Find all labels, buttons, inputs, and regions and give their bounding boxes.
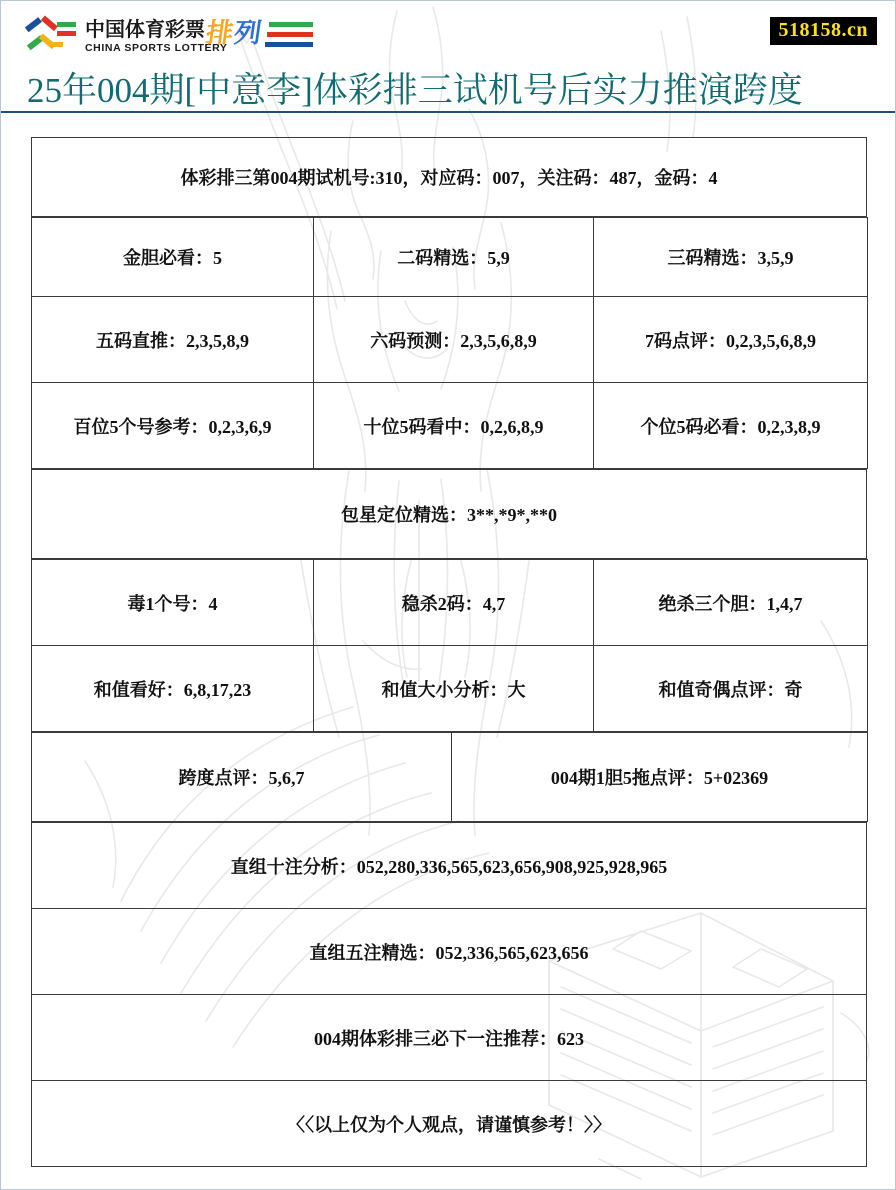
table-row (32, 733, 868, 822)
china-sports-lottery-logo (23, 14, 323, 60)
cell-sum-parity: 和值奇偶点评：奇 (594, 646, 868, 732)
table-row (32, 297, 868, 383)
cell-two-code: 二码精选：5,9 (314, 218, 594, 297)
table-row (32, 995, 867, 1081)
table-row (32, 909, 867, 995)
cell-positional-pick: 包星定位精选：3**,*9*,**0 (32, 470, 867, 559)
svg-text:排: 排 (204, 17, 236, 48)
cell-dan-tuo: 004期1胆5拖点评：5+02369 (452, 733, 868, 822)
cell-gold-dan: 金胆必看：5 (32, 218, 314, 297)
table-row (32, 1081, 867, 1167)
three-column-table-bottom (31, 559, 868, 732)
table-row (32, 470, 867, 559)
table-row (32, 383, 868, 469)
table-row (32, 646, 868, 732)
cell-kill-two: 稳杀2码：4,7 (314, 560, 594, 646)
cell-test-number-summary: 体彩排三第004期试机号:310，对应码：007，关注码：487，金码：4 (32, 138, 867, 217)
cell-kill-three: 绝杀三个胆：1,4,7 (594, 560, 868, 646)
svg-text:中国体育彩票: 中国体育彩票 (85, 19, 205, 41)
cell-disclaimer: 〈〈以上仅为个人观点，请谨慎参考！〉〉 (32, 1081, 867, 1167)
cell-seven-code: 7码点评：0,2,3,5,6,8,9 (594, 297, 868, 383)
cell-five-direct: 直组五注精选：052,336,565,623,656 (32, 909, 867, 995)
positional-table (31, 469, 867, 559)
cell-sum-size: 和值大小分析：大 (314, 646, 594, 732)
cell-tens-ref: 十位5码看中：0,2,6,8,9 (314, 383, 594, 469)
three-column-table-top (31, 217, 868, 469)
cell-poison-one: 毒1个号：4 (32, 560, 314, 646)
cell-five-code: 五码直推：2,3,5,8,9 (32, 297, 314, 383)
cell-single-pick: 004期体彩排三必下一注推荐：623 (32, 995, 867, 1081)
cell-sum-favored: 和值看好：6,8,17,23 (32, 646, 314, 732)
title-divider (1, 111, 896, 113)
cell-span-review: 跨度点评：5,6,7 (32, 733, 452, 822)
full-width-table (31, 822, 867, 1167)
cell-hundreds-ref: 百位5个号参考：0,2,3,6,9 (32, 383, 314, 469)
cell-six-code: 六码预测：2,3,5,6,8,9 (314, 297, 594, 383)
cell-three-code: 三码精选：3,5,9 (594, 218, 868, 297)
page-title: 25年004期[中意李]体彩排三试机号后实力推演跨度 (27, 71, 803, 110)
cell-units-ref: 个位5码必看：0,2,3,8,9 (594, 383, 868, 469)
table-row (32, 218, 868, 297)
svg-text:列: 列 (232, 17, 264, 48)
svg-text:CHINA SPORTS LOTTERY: CHINA SPORTS LOTTERY (85, 42, 228, 54)
cell-ten-direct: 直组十注分析：052,280,336,565,623,656,908,925,928,965 (32, 823, 867, 909)
table-row (32, 823, 867, 909)
forecast-table-wrap (31, 137, 867, 1167)
site-url-badge: 518158.cn (770, 17, 878, 45)
summary-table (31, 137, 867, 217)
two-column-table (31, 732, 868, 822)
table-row (32, 560, 868, 646)
page-header (1, 1, 895, 63)
title-area (1, 65, 895, 113)
table-row (32, 138, 867, 217)
